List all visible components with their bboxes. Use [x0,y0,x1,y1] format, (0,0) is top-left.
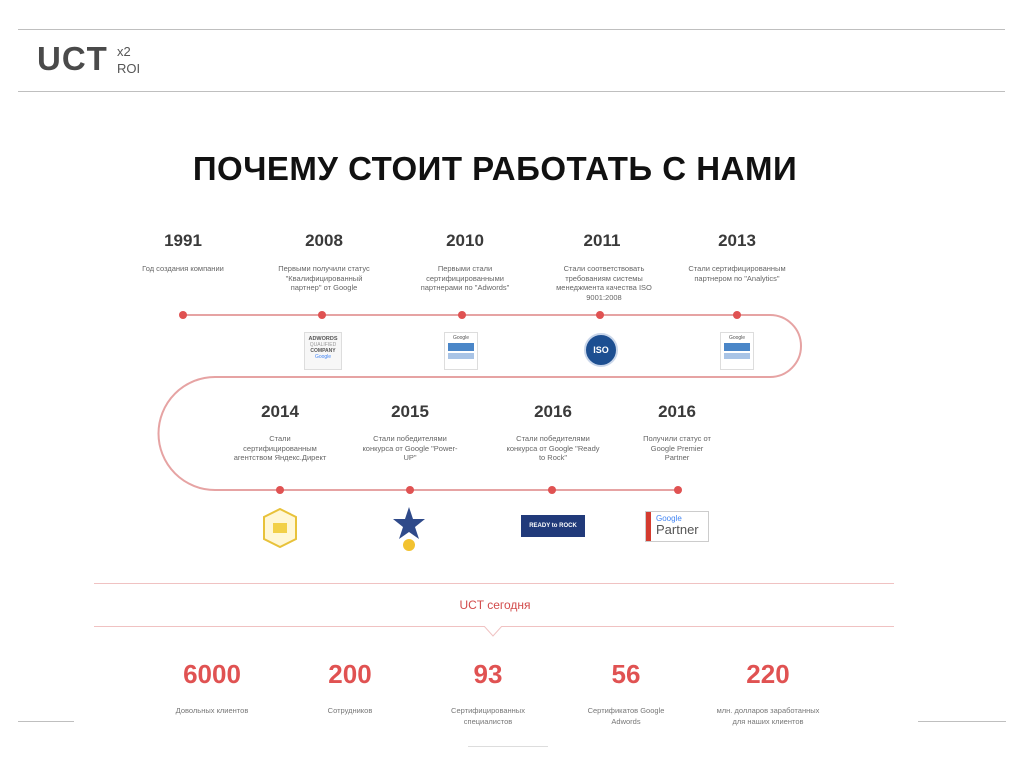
timeline-dot [179,311,187,319]
stat-value: 200 [328,659,372,689]
badge-text: Google [314,354,332,360]
timeline-desc: Первыми получили статус "Квалифицированный партнер" от Google [278,264,370,292]
timeline-year: 2008 [305,231,343,250]
logo-roi: ROI [117,61,141,76]
timeline-dot [318,311,326,319]
stat-label: млн. долларов заработанных для наших клиентов [716,706,820,726]
logo-x2: x2 [117,44,131,59]
badge-text: COMPANY [310,348,336,354]
timeline-year: 1991 [164,231,202,250]
stat-value: 93 [473,659,503,689]
stat-label: Сотрудников [327,706,373,715]
badge-text: QUALIFIED [309,342,337,348]
badge-blue-stripe [448,343,474,351]
partner-text: Partner [656,522,699,537]
timeline-desc: Получили статус от Google Premier Partner [643,434,711,462]
timeline-dot [548,486,556,494]
timeline-desc: Стали победителями конкурса от Google "Power-UP" [362,434,458,462]
stat-value: 6000 [183,659,241,689]
timeline-dot [596,311,604,319]
badge-blue-stripe [448,353,474,359]
timeline-desc: Стали сертифицированным партнером по "Analytics" [688,264,786,283]
badge-blue-stripe [724,343,750,351]
adwords-qualified-badge [304,332,342,370]
timeline-year: 2013 [718,231,756,250]
power-up-star-badge [391,505,427,553]
timeline-desc: Стали соответствовать требованиям системы менеджмента качества ISO 9001:2008 [556,264,652,302]
badge-center [273,523,287,533]
badge-text: ADWORDS [308,336,338,342]
today-pointer [483,626,503,638]
ready-to-rock-badge [521,515,585,537]
today-rule-top [94,583,894,584]
timeline-desc: Первыми стали сертифицированными партнерами по "Adwords" [420,264,510,292]
stat-label: Сертификатов Google Adwords [587,706,665,726]
rock-text: READY to ROCK [529,523,577,529]
timeline-year: 2011 [583,231,621,250]
google-analytics-badge [720,332,754,370]
bottom-rule-left [18,721,74,722]
page-title: ПОЧЕМУ СТОИТ РАБОТАТЬ С НАМИ [192,150,798,187]
star-shape [393,507,425,539]
badge-google-text: Google [728,335,746,341]
timeline-desc: Стали победителями конкурса от Google "Ready to Rock" [506,434,600,462]
timeline-dot [674,486,682,494]
bottom-rule-right [918,721,1006,722]
timeline-dot [276,486,284,494]
timeline-year: 2014 [261,402,299,421]
stat-label: Довольных клиентов [175,706,249,715]
timeline-year: 2015 [391,402,429,421]
timeline-year: 2016 [658,402,696,421]
bottom-rule-center [468,746,548,747]
stat-value: 220 [746,659,790,689]
iso-badge [584,333,618,367]
iso-text: ISO [593,345,609,355]
timeline-desc: Стали сертифицированным агентством Яндекс.Директ [233,434,327,462]
today-label: UCT сегодня [459,598,531,612]
timeline-desc: Год создания компании [142,264,224,273]
star-medal [403,539,415,551]
timeline-dot [406,486,414,494]
timeline-year: 2010 [446,231,484,250]
google-premier-partner-badge [645,511,709,542]
badge-google-text: Google [452,335,470,341]
yandex-direct-badge [262,508,298,548]
timeline-dot [458,311,466,319]
stat-value: 56 [611,659,641,689]
timeline-dot [733,311,741,319]
logo-uct: UCT [37,40,108,77]
timeline-year: 2016 [534,402,572,421]
stat-label: Сертифицированных специалистов [451,706,525,726]
partner-google-text: Google [656,514,682,523]
badge-blue-stripe [724,353,750,359]
google-certified-partner-badge [444,332,478,370]
badge-red-stripe [646,512,651,541]
